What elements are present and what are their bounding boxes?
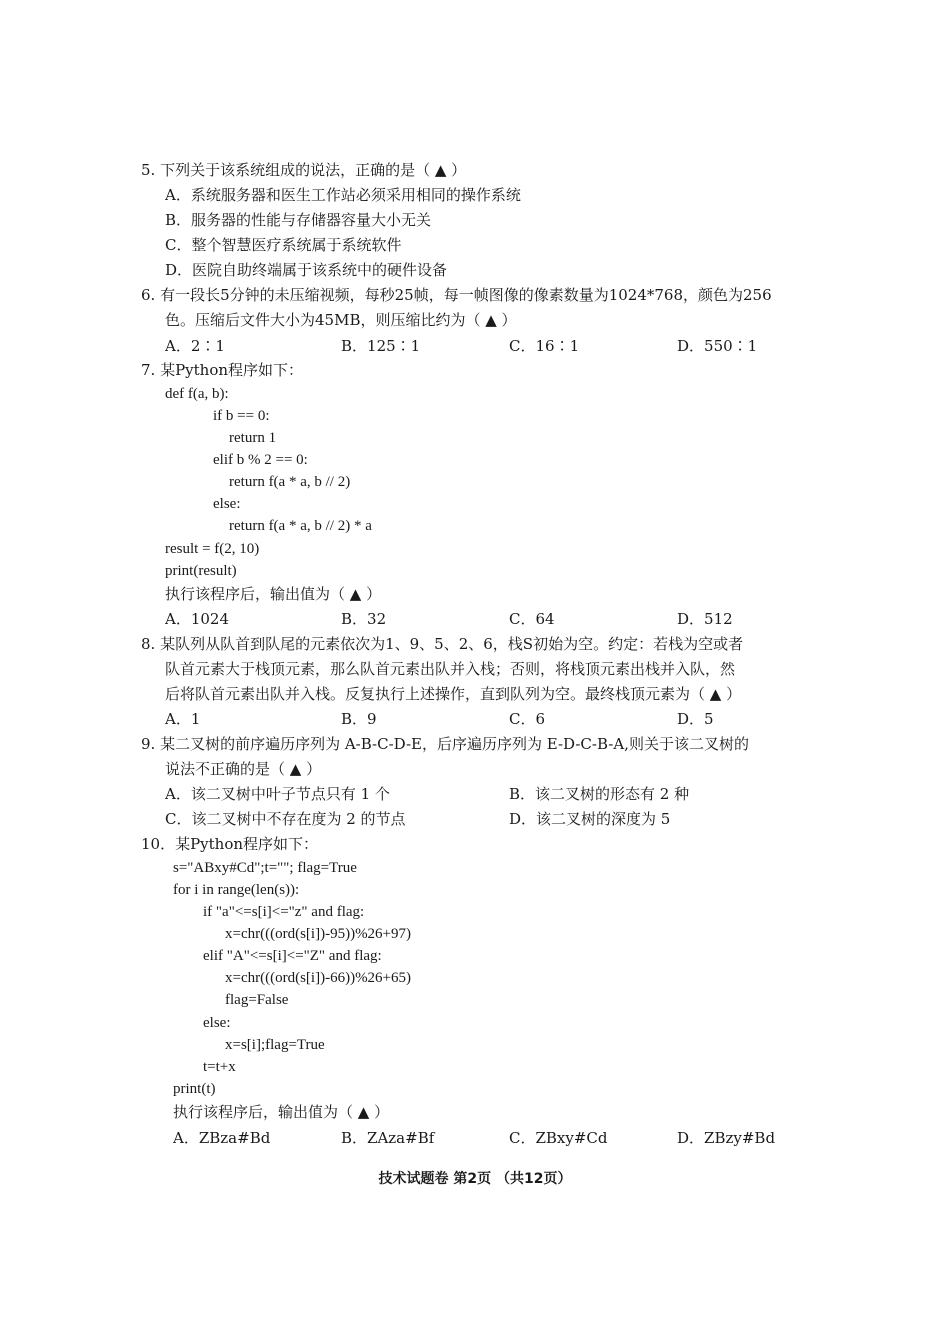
q6-option-b: B．125∶1 [341,337,421,355]
q10-code-line: if "a"<=s[i]<="z" and flag: [203,904,365,920]
q10-option-d: D．ZBzy#Bd [677,1129,776,1147]
q7-option-a: A．1024 [165,610,230,628]
q5-option-b: B．服务器的性能与存储器容量大小无关 [165,211,432,229]
q10-stem: 10．某Python程序如下： [141,835,319,853]
q7-option-b: B．32 [341,610,387,628]
q10-code-line: t=t+x [203,1059,236,1075]
q7-code-line: return f(a * a, b // 2) * a [229,518,372,534]
page-footer: 技术试题卷 第2页 （共12页） [378,1171,572,1187]
q10-code-line: flag=False [225,992,289,1008]
q10-prompt: 执行该程序后，输出值为（ ▲ ） [173,1103,390,1121]
q7-code-line: return 1 [229,430,277,446]
q8-stem-line2: 队首元素大于栈顶元素，那么队首元素出队并入栈；否则，将栈顶元素出栈并入队，然 [165,660,736,678]
q5-option-a: A．系统服务器和医生工作站必须采用相同的操作系统 [165,186,521,204]
q6-option-a: A．2∶1 [165,337,225,355]
q7-code-line: result = f(2, 10) [165,541,260,557]
q7-code-line: elif b % 2 == 0: [213,452,308,468]
q10-code-line: s="ABxy#Cd";t=""; flag=True [173,860,357,876]
q7-code-line: def f(a, b): [165,386,229,402]
q10-option-b: B．ZAza#Bf [341,1129,435,1147]
q9-option-c: C．该二叉树中不存在度为 2 的节点 [165,810,406,828]
q7-stem: 7. 某Python程序如下： [141,361,304,379]
q9-option-a: A．该二叉树中叶子节点只有 1 个 [165,785,390,803]
q8-option-c: C．6 [509,710,546,728]
q8-stem-line1: 8. 某队列从队首到队尾的元素依次为1、9、5、2、6，栈S初始为空。约定：若栈为空或者 [141,635,744,653]
q7-code-line: return f(a * a, b // 2) [229,474,351,490]
q9-option-b: B．该二叉树的形态有 2 种 [509,785,690,803]
q9-stem-line1: 9. 某二叉树的前序遍历序列为 A-B-C-D-E，后序遍历序列为 E-D-C-B-A,则关于该二叉树的 [141,735,749,753]
q5-option-c: C．整个智慧医疗系统属于系统软件 [165,236,402,254]
q8-stem-line3: 后将队首元素出队并入栈。反复执行上述操作，直到队列为空。最终栈顶元素为（ ▲ ） [165,685,742,703]
q10-option-c: C．ZBxy#Cd [509,1129,608,1147]
q7-code-line: print(result) [165,563,237,579]
q9-option-d: D．该二叉树的深度为 5 [509,810,671,828]
q6-option-d: D．550∶1 [677,337,758,355]
q10-code-line: x=s[i];flag=True [225,1037,325,1053]
q9-stem-line2: 说法不正确的是（ ▲ ） [165,760,322,778]
q7-code-line: if b == 0: [213,408,270,424]
q10-code-line: for i in range(len(s)): [173,882,300,898]
q10-code-line: x=chr(((ord(s[i])-95))%26+97) [225,926,412,942]
q10-option-a: A．ZBza#Bd [173,1129,271,1147]
q5-option-d: D．医院自助终端属于该系统中的硬件设备 [165,261,448,279]
q10-code-line: else: [203,1015,231,1031]
q8-option-a: A．1 [165,710,201,728]
q7-code-line: else: [213,496,241,512]
q6-stem-line1: 6. 有一段长5分钟的未压缩视频，每秒25帧，每一帧图像的像素数量为1024*768，颜色为256 [141,286,772,304]
q6-stem-line2: 色。压缩后文件大小为45MB，则压缩比约为（ ▲ ） [165,311,517,329]
q10-code-line: x=chr(((ord(s[i])-66))%26+65) [225,970,412,986]
q10-code-line: print(t) [173,1081,216,1097]
q8-option-d: D．5 [677,710,714,728]
q5-stem: 5. 下列关于该系统组成的说法，正确的是（ ▲ ） [141,161,467,179]
q7-prompt: 执行该程序后，输出值为（ ▲ ） [165,585,382,603]
q8-option-b: B．9 [341,710,377,728]
q7-option-c: C．64 [509,610,555,628]
q6-option-c: C．16∶1 [509,337,580,355]
q7-option-d: D．512 [677,610,733,628]
q10-code-line: elif "A"<=s[i]<="Z" and flag: [203,948,382,964]
